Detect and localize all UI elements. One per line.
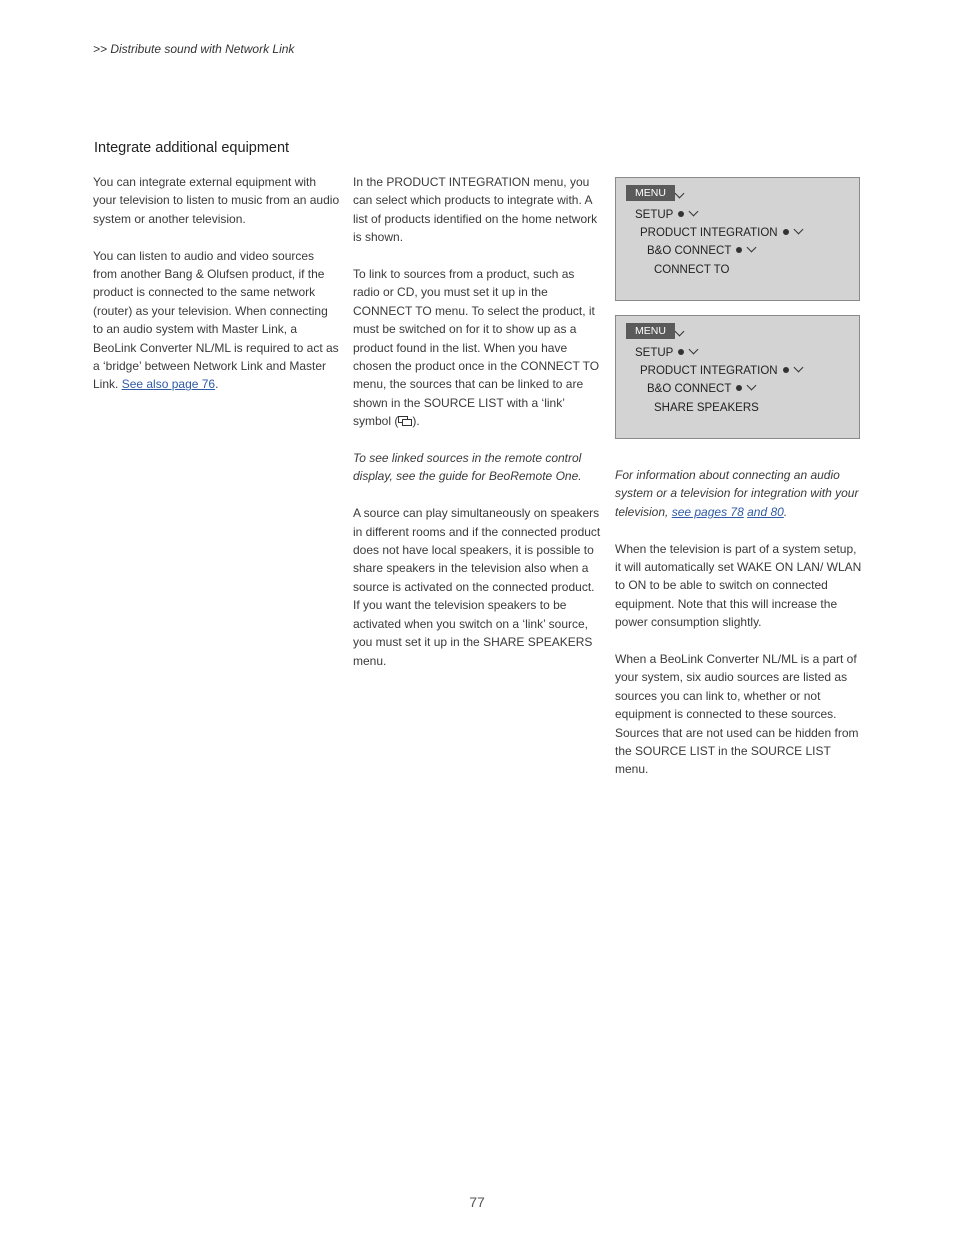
menu-line-setup: SETUP [635,208,697,222]
menu-line-connect-to: CONNECT TO [654,264,730,276]
menu-tag: MENU [626,185,675,201]
paragraph-network-sources [93,247,341,394]
dot-icon [678,211,684,217]
link-icon [398,416,412,426]
dot-icon [736,247,742,253]
and-80-link[interactable]: and 80 [747,504,784,519]
menu-line-setup: SETUP [635,346,697,360]
column-middle [353,173,601,688]
chevron-down-icon [793,225,803,235]
menu-line-product-integration: PRODUCT INTEGRATION [640,226,802,240]
menu-diagram-connect-to [615,177,860,301]
paragraph-text: To link to sources from a product, such as radio or CD, you must set it up in the CONNECT TO menu. To select the product, it must be switched on for it to show up as a product found in the list. When you have chosen the product once in the CONNECT TO menu, the sources that can be linked to are shown in the SOURCE LIST with a ‘link’ symbol ( [353,267,600,429]
menu-diagram-share-speakers [615,315,860,439]
chevron-down-icon [675,189,685,199]
dot-icon [736,385,742,391]
chevron-down-icon [675,327,685,337]
paragraph-remote-note: To see linked sources in the remote control display, see the guide for BeoRemote One. [353,451,582,484]
dot-icon [783,229,789,235]
see-pages-78-link[interactable]: see pages 78 [671,504,744,519]
menu-line-bo-connect: B&O CONNECT [647,382,755,396]
breadcrumb: >> Distribute sound with Network Link [93,42,295,56]
paragraph-text: You can listen to audio and video sources from another Bang & Olufsen product, if the product is connected to the same network (router) as your television. When connecting to an audio system with Master Link, a BeoLink Converter NL/ML is required to act as a ‘bridge’ between Network Link and Master Link. [93,248,339,392]
menu-line-product-integration: PRODUCT INTEGRATION [640,364,802,378]
paragraph-more-info [615,466,863,521]
chevron-down-icon [747,381,757,391]
menu-tag: MENU [626,323,675,339]
paragraph-end: . [783,504,788,519]
paragraph-intro: You can integrate external equipment with your television to listen to music from an audio system or another television. [93,175,340,226]
paragraph-wake-on-lan: When the television is part of a system setup, it will automatically set WAKE ON LAN/ WLAN to ON to be able to switch on connected equipment. Note that this will increase the power consumption slightly. [615,541,862,630]
paragraph-end: ). [412,414,420,429]
chevron-down-icon [747,243,757,253]
dot-icon [678,349,684,355]
menu-line-bo-connect: B&O CONNECT [647,244,755,258]
chevron-down-icon [689,345,699,355]
menu-line-share-speakers: SHARE SPEAKERS [654,402,759,414]
paragraph-connect-to [353,265,601,431]
paragraph-product-integration: In the PRODUCT INTEGRATION menu, you can select which products to integrate with. A list of products identified on the home network is shown. [353,175,598,245]
paragraph-end: . [215,377,219,392]
chevron-down-icon [689,207,699,217]
page-number: 77 [469,1194,485,1210]
paragraph-text: For information about connecting an audio system or a television for integration with your television, [615,468,859,519]
chevron-down-icon [793,363,803,373]
column-right [615,466,863,797]
section-heading: Integrate additional equipment [94,140,290,156]
column-left [93,173,341,412]
dot-icon [783,367,789,373]
paragraph-beolink-converter: When a BeoLink Converter NL/ML is a part of your system, six audio sources are listed as sources you can link to, whether or not equipment is connected to these sources. Sources that are not used can be hidden from the SOURCE LIST in the SOURCE LIST menu. [615,652,859,777]
paragraph-share-speakers: A source can play simultaneously on speakers in different rooms and if the connected product does not have local speakers, it is possible to share speakers in the television also when a source is activated on the connected product. If you want the television speakers to be activated when you switch on a ‘link’ source, you must set it up in the SHARE SPEAKERS menu. [353,506,601,668]
see-page-76-link[interactable]: See also page 76 [121,377,216,392]
